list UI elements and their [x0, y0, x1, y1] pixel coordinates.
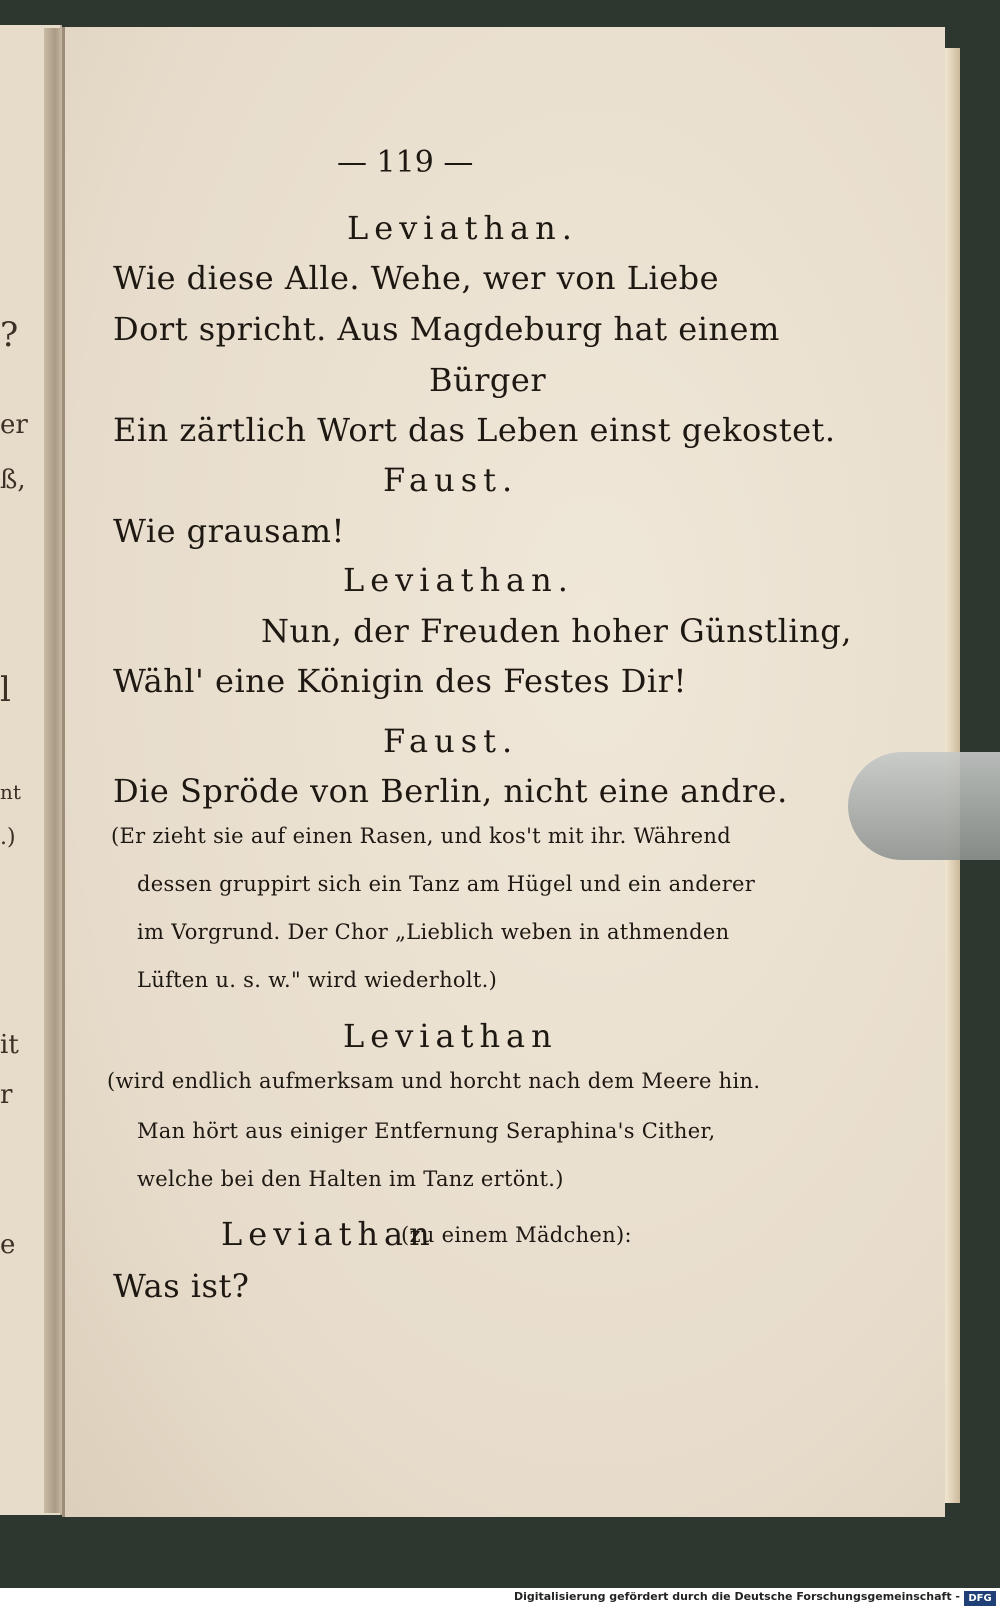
- speaker-heading: Leviathan.: [343, 561, 574, 599]
- stage-direction: Lüften u. s. w." wird wiederholt.): [137, 968, 498, 992]
- footer-credit-text: Digitalisierung gefördert durch die Deutsche Forschungsgemeinschaft -: [513, 1590, 960, 1603]
- verse-line: Wie diese Alle. Wehe, wer von Liebe: [113, 259, 720, 297]
- book-page: [62, 27, 945, 1517]
- stage-direction: (Er zieht sie auf einen Rasen, und kos't mit ihr. Während: [111, 824, 731, 848]
- verse-line: Bürger: [429, 361, 547, 399]
- left-page-fragment: .): [0, 825, 16, 850]
- verse-line: Wie grausam!: [113, 512, 345, 550]
- left-page-fragment: e: [0, 1230, 16, 1260]
- speaker-heading: Leviathan.: [347, 209, 578, 247]
- left-page-fragment: ß,: [0, 465, 26, 495]
- dfg-logo-icon: DFG: [964, 1591, 996, 1606]
- verse-line: Was ist?: [113, 1267, 250, 1305]
- verse-line: Ein zärtlich Wort das Leben einst gekostet.: [113, 411, 836, 449]
- left-page-fragment: ?: [0, 315, 19, 355]
- digitization-footer: [0, 1588, 1000, 1609]
- page-clip: [848, 752, 1000, 860]
- left-page-fragment: it: [0, 1030, 19, 1060]
- left-page-fragment: nt: [0, 780, 21, 804]
- speaker-heading: Faust.: [383, 461, 519, 499]
- speaker-heading: Leviathan: [343, 1017, 558, 1055]
- verse-line: Dort spricht. Aus Magdeburg hat einem: [113, 310, 780, 348]
- verse-line: Nun, der Freuden hoher Günstling,: [261, 612, 852, 650]
- stage-direction: (zu einem Mädchen):: [401, 1223, 632, 1247]
- page-number: — 119 —: [337, 145, 474, 180]
- verse-line: Wähl' eine Königin des Festes Dir!: [113, 662, 687, 700]
- verse-line: Die Spröde von Berlin, nicht eine andre.: [113, 772, 788, 810]
- left-page-fragment: r: [0, 1080, 13, 1110]
- speaker-heading: Leviathan: [221, 1215, 436, 1253]
- stage-direction: dessen gruppirt sich ein Tanz am Hügel und ein anderer: [137, 872, 756, 896]
- speaker-heading: Faust.: [383, 722, 519, 760]
- left-page-fragment: er: [0, 410, 28, 440]
- stage-direction: welche bei den Halten im Tanz ertönt.): [137, 1167, 564, 1191]
- left-page-fragment: l: [0, 670, 11, 710]
- stage-direction: im Vorgrund. Der Chor „Lieblich weben in athmenden: [137, 920, 730, 944]
- stage-direction: (wird endlich aufmerksam und horcht nach dem Meere hin.: [107, 1069, 761, 1093]
- stage-direction: Man hört aus einiger Entfernung Seraphina's Cither,: [137, 1119, 716, 1143]
